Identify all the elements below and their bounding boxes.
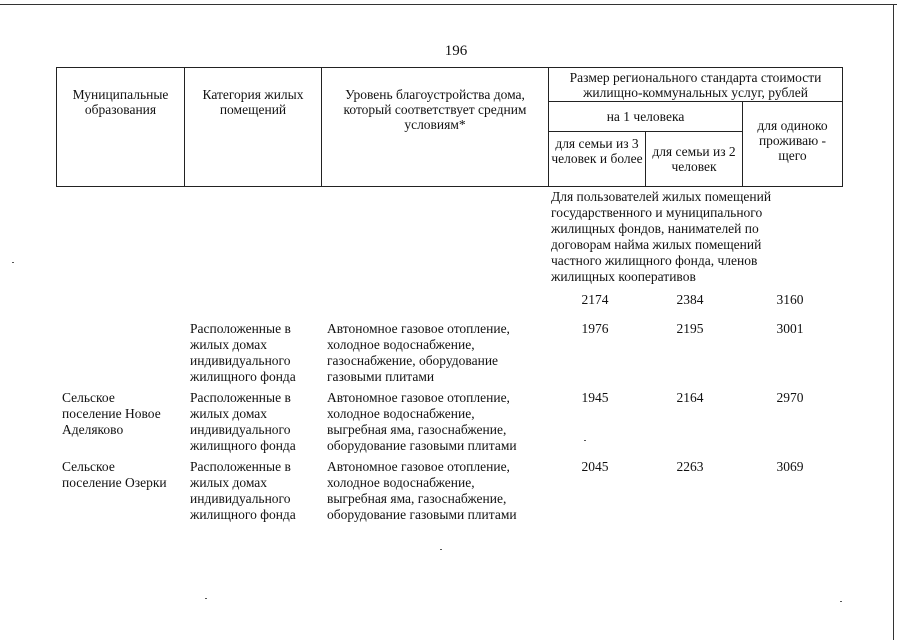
table-row-category: [190, 459, 296, 523]
category-line: жилых домах: [190, 475, 268, 490]
page-number: 196: [444, 43, 468, 59]
section-line: жилищных кооперативов: [551, 269, 696, 284]
municipality-line: поселение Озерки: [62, 475, 167, 490]
level-line: газовыми плитами: [327, 369, 435, 384]
section-line: Для пользователей жилых помещений: [551, 189, 772, 204]
category-line: индивидуального: [190, 491, 291, 506]
row-value-family2: 2164: [676, 390, 704, 405]
row-value-single: 2970: [776, 390, 804, 405]
level-line: Автономное газовое отопление,: [327, 459, 510, 474]
table-row-municipality: [62, 459, 167, 491]
table-row-level: [327, 390, 517, 454]
level-line: газоснабжение, оборудование: [327, 353, 499, 368]
header-family2: для семьи из 2 человек: [646, 132, 743, 187]
page-edge-line: [0, 4, 897, 5]
section-heading: [551, 189, 771, 285]
level-line: холодное водоснабжение,: [327, 475, 475, 490]
scan-speck: [205, 598, 207, 599]
scan-speck: [584, 440, 586, 441]
table-row-category: [190, 390, 296, 454]
header-category: Категория жилых помещений: [185, 68, 322, 187]
category-line: жилищного фонда: [190, 438, 296, 453]
section-line: частного жилищного фонда, членов: [551, 253, 758, 268]
header-municipal: Муниципальные образования: [57, 68, 185, 187]
level-line: холодное водоснабжение,: [327, 337, 475, 352]
level-line: Автономное газовое отопление,: [327, 390, 510, 405]
section-value-single: 3160: [776, 292, 804, 307]
scan-speck: [12, 262, 14, 263]
header-level: Уровень благоустройства дома, который соответствует средним условиям*: [322, 68, 549, 187]
level-line: оборудование газовыми плитами: [327, 507, 517, 522]
section-value-family3: 2174: [581, 292, 609, 307]
table-row-municipality: [62, 390, 161, 438]
level-line: выгребная яма, газоснабжение,: [327, 422, 507, 437]
row-value-family3: 1945: [581, 390, 609, 405]
category-line: жилых домах: [190, 337, 268, 352]
row-value-family3: 2045: [581, 459, 609, 474]
category-line: Расположенные в: [190, 321, 291, 336]
municipality-line: Аделяково: [62, 422, 124, 437]
category-line: жилищного фонда: [190, 507, 296, 522]
header-single: для одиноко проживаю - щего: [743, 102, 843, 187]
section-line: жилищных фондов, нанимателей по: [551, 221, 759, 236]
row-value-single: 3069: [776, 459, 804, 474]
category-line: Расположенные в: [190, 459, 291, 474]
header-per-person: на 1 человека: [549, 102, 743, 132]
table-row-level: [327, 321, 510, 385]
section-value-family2: 2384: [676, 292, 704, 307]
category-line: индивидуального: [190, 353, 291, 368]
table-row-category: [190, 321, 296, 385]
table-header: [56, 67, 843, 187]
row-value-family2: 2263: [676, 459, 704, 474]
scan-speck: [840, 601, 842, 602]
level-line: выгребная яма, газоснабжение,: [327, 491, 507, 506]
level-line: Автономное газовое отопление,: [327, 321, 510, 336]
category-line: жилищного фонда: [190, 369, 296, 384]
header-family3: для семьи из 3 человек и более: [549, 132, 646, 187]
scan-speck: [440, 549, 442, 550]
level-line: холодное водоснабжение,: [327, 406, 475, 421]
section-line: договорам найма жилых помещений: [551, 237, 762, 252]
row-value-family2: 2195: [676, 321, 704, 336]
page-edge-line: [893, 4, 894, 640]
municipality-line: поселение Новое: [62, 406, 161, 421]
municipality-line: Сельское: [62, 459, 115, 474]
category-line: жилых домах: [190, 406, 268, 421]
section-line: государственного и муниципального: [551, 205, 763, 220]
level-line: оборудование газовыми плитами: [327, 438, 517, 453]
category-line: индивидуального: [190, 422, 291, 437]
category-line: Расположенные в: [190, 390, 291, 405]
table-row-level: [327, 459, 517, 523]
header-standard: Размер регионального стандарта стоимости жилищно-коммунальных услуг, рублей: [549, 68, 843, 102]
municipality-line: Сельское: [62, 390, 115, 405]
row-value-single: 3001: [776, 321, 804, 336]
row-value-family3: 1976: [581, 321, 609, 336]
